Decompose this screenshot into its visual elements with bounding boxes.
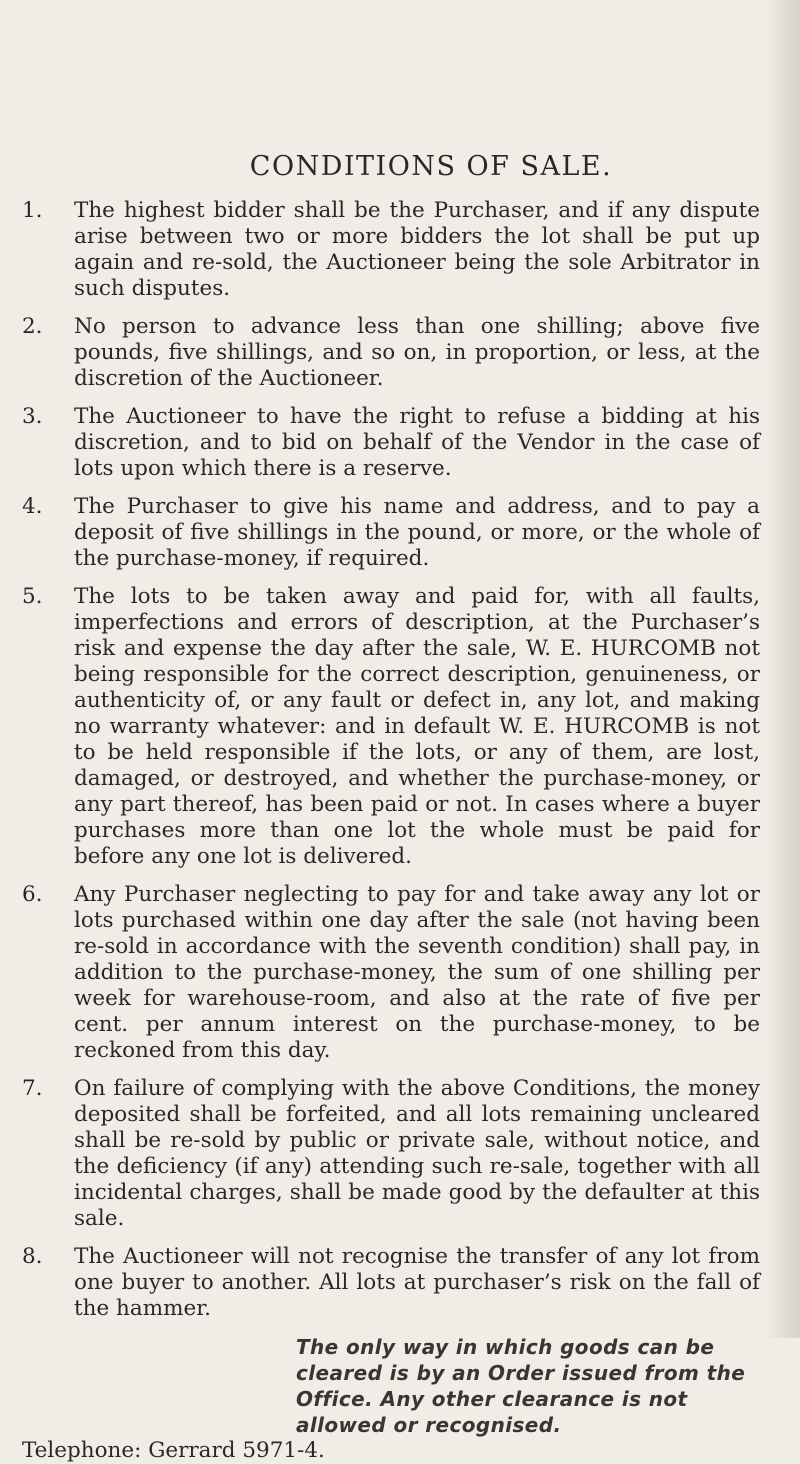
condition-item-4 — [22, 494, 760, 572]
condition-number: 8. — [22, 1244, 43, 1269]
condition-text: The Auctioneer will not recognise the transfer of any lot from one buyer to another. All lots at purchaser’s risk on the fall of the hammer. — [74, 1244, 760, 1321]
page-title: CONDITIONS OF SALE. — [249, 151, 613, 182]
condition-item-2 — [22, 314, 760, 392]
telephone-line: Telephone: Gerrard 5971-4. — [22, 1438, 325, 1463]
condition-number: 2. — [22, 314, 43, 339]
condition-text: Any Purchaser neglecting to pay for and take away any lot or lots purchased within one day after the sale (not having been re-sold in accordance with the seventh condition) shall pay, in addition to the purchase-money, the sum of one shilling per week for warehouse-room, and also at the rate of five per cent. per annum interest on the purchase-money, to be reckoned from this day. — [74, 882, 760, 1063]
condition-number: 4. — [22, 494, 43, 519]
condition-text: The lots to be taken away and paid for, with all faults, imperfections and errors of description, at the Purchaser’s risk and expense the day after the sale, W. E. HURCOMB not being responsible for the correct description, genuineness, or authenticity of, or any fault or defect in, any lot, and making no warranty whatever: and in default W. E. HURCOMB is not to be held responsible if the lots, or any of them, are lost, damaged, or destroyed, and whether the purchase-money, or any part thereof, has been paid or not. In cases where a buyer purchases more than one lot the whole must be paid for before any one lot is delivered. — [74, 584, 760, 869]
condition-item-1 — [22, 198, 760, 302]
condition-text: On failure of complying with the above Conditions, the money deposited shall be forfeited, and all lots remaining uncleared shall be re-sold by public or private sale, without notice, and the deficiency (if any) attending such re-sale, together with all incidental charges, shall be made good by the defaulter at this sale. — [74, 1076, 760, 1231]
condition-number: 1. — [22, 198, 43, 223]
condition-text: No person to advance less than one shilling; above five pounds, five shillings, and so on, in proportion, or less, at the discretion of the Auctioneer. — [74, 314, 760, 391]
condition-number: 5. — [22, 584, 43, 609]
condition-number: 3. — [22, 404, 43, 429]
condition-item-5 — [22, 584, 760, 870]
condition-text: The Auctioneer to have the right to refuse a bidding at his discretion, and to bid on behalf of the Vendor in the case of lots upon which there is a reserve. — [74, 404, 760, 481]
condition-text: The highest bidder shall be the Purchaser, and if any dispute arise between two or more bidders the lot shall be put up again and re-sold, the Auctioneer being the sole Arbitrator in such disputes. — [74, 198, 760, 301]
document-body — [22, 150, 760, 1464]
condition-number: 7. — [22, 1076, 43, 1101]
page-edge-shadow — [766, 0, 800, 1338]
condition-item-6 — [22, 882, 760, 1064]
conditions-list — [22, 198, 760, 1322]
clearance-notice: The only way in which goods can be cleared is by an Order issued from the Office. Any other clearance is not allowed or recognised. — [296, 1335, 746, 1437]
condition-item-3 — [22, 404, 760, 482]
condition-item-7 — [22, 1076, 760, 1232]
condition-number: 6. — [22, 882, 43, 907]
condition-text: The Purchaser to give his name and address, and to pay a deposit of five shillings in the pound, or more, or the whole of the purchase-money, if required. — [74, 494, 760, 571]
condition-item-8 — [22, 1244, 760, 1322]
